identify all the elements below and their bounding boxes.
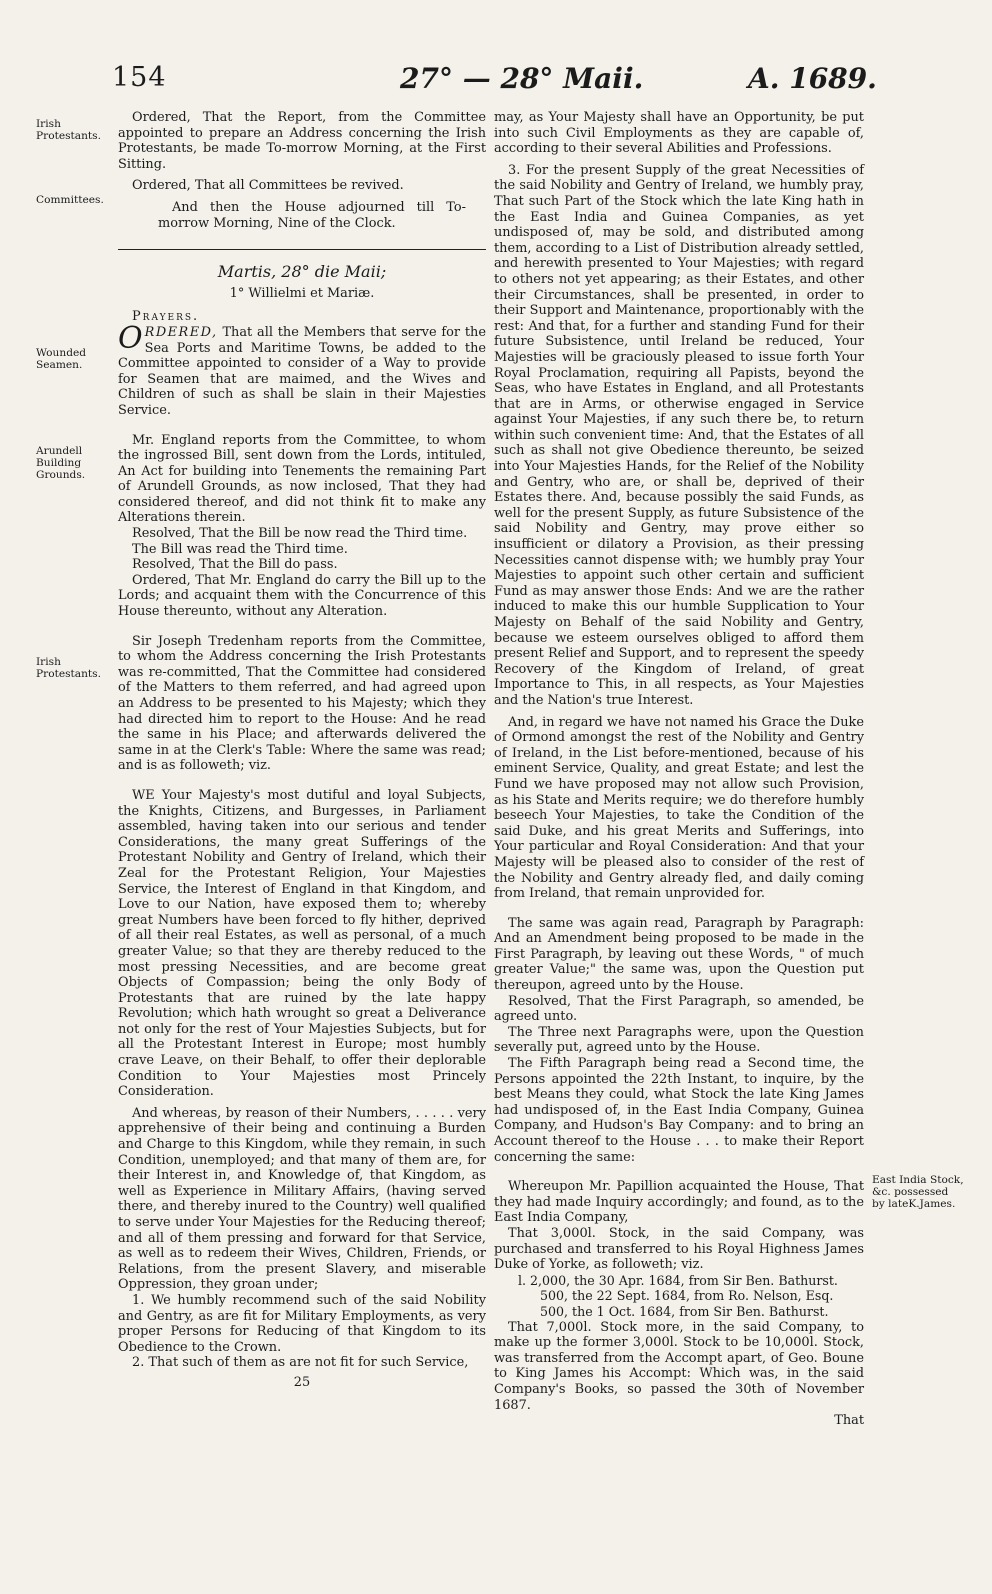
paragraph: That 3,000l. Stock, in the said Company, was purchased and transferred to his Royal Highness James Duke of Yorke, as followeth; viz. xyxy=(494,1225,864,1273)
drop-cap: O xyxy=(118,320,143,356)
margin-note-wounded-seamen: Wounded Seamen. xyxy=(36,347,87,371)
paragraph: Ordered, That Mr. England do carry the Bill up to the Lords; and acquaint them with the Concurrence of this House thereunto, without any Alteration. xyxy=(118,572,486,620)
address-paragraph: 2. That such of them as are not fit for such Service, xyxy=(132,1355,469,1371)
list-item: l. 2,000, the 30 Apr. 1684, from Sir Ben. Bathurst. xyxy=(518,1272,838,1288)
ordered-word: RDERED, xyxy=(144,324,218,340)
paragraph: The Three next Paragraphs were, upon the Question severally put, agreed unto by the House. xyxy=(494,1024,864,1056)
list-item: 500, the 1 Oct. 1684, from Sir Ben. Bathurst. xyxy=(540,1303,829,1319)
paragraph: 3. For the present Supply of the great Necessities of the said Nobility and Gentry of Ireland, we humbly pray, That such Part of the Stock which the late King hath in the East India and Guinea Companies, as yet undisposed of, may be sold, and distributed among them, according to a List of Distribution already settled, and herewith presented to Your Majesties; with regard to others not yet appearing; as their Estates, and other their Circumstances, shall be presented, in order to their Support and Maintenance, proportionably with the rest: And that, for a further and standing Fund for their future Subsistence, until Ireland be reduced, Your Majesties will be graciously pleased to issue forth Your Royal Proclamation, requiring all Papists, beyond the Seas, who have Estates in England, and all Protestants that are in Arms, or otherwise engaged in Service against Your Majesties, if any such there be, to return within such convenient time: And, that the Estates of all such as shall not give Obedience thereunto, be seized into Your Majesties Hands, for the Relief of the Nobility and Gentry, who are, or shall be, deprived of their Estates there. And, because possibly the said Funds, as well for the present Supply, as future Subsistence of the said Nobility and Gentry, may prove either so insufficient or dilatory a Provision, as their pressing Necessities cannot dispense with; we humbly pray Your Majesties to appoint such other certain and sufficient Fund as may answer those Ends: And we are the rather induced to make this our humble Supplication to Your Majesty on Behalf of the said Nobility and Gentry, because we esteem ourselves obliged to afford them present Relief and Support, and to represent the speedy Recovery of the Kingdom of Ireland, of great Importance to This, in all respects, as Your Majesties and the Nation's true Interest. xyxy=(494,162,864,708)
folio-signature: 25 xyxy=(293,1374,311,1390)
paragraph: Ordered, That all Committees be revived. xyxy=(132,178,404,194)
section-divider xyxy=(118,249,486,250)
paragraph: Ordered, That the Report, from the Committee appointed to prepare an Address concerning the Irish Protestants, be made To-morrow Morning, at the First Sitting. xyxy=(118,110,486,172)
paragraph: Whereupon Mr. Papillion acquainted the House, That they had made Inquiry accordingly; and found, as to the East India Company, xyxy=(494,1179,864,1226)
paragraph: Resolved, That the First Paragraph, so amended, be agreed unto. xyxy=(494,993,864,1025)
margin-note-east-india: East India Stock, &c. possessed by lateK.James. xyxy=(872,1174,964,1210)
stock-list xyxy=(494,1273,864,1320)
paragraph: Sir Joseph Tredenham reports from the Committee, to whom the Address concerning the Irish Protestants was re-committed, That the Committee had considered of the Matters to them referred, and had agreed upon an Address to be presented to his Majesty; which they had directed him to report to the House: And he read the same in his Place; and afterwards delivered the same in at the Clerk's Table: Where the same was read; and is as followeth; viz. xyxy=(118,633,486,774)
paragraph: That 7,000l. Stock more, in the said Company, to make up the former 3,000l. Stock to be 10,000l. Stock, was transferred from the Accompt apart, of Geo. Boune to King James his Accompt: Which was, in the said Company's Books, so passed the 30th of November 1687. xyxy=(494,1319,864,1413)
margin-note-irish-protestants-2: Irish Protestants. xyxy=(36,656,101,680)
margin-note-committees: Committees. xyxy=(36,194,104,206)
paragraph-text: That all the Members that serve for the Sea Ports and Maritime Towns, be added to the Committee appointed to consider of a Way to provide for Seamen that are maimed, and the Wives and Children of such as shall be slain in their Majesties Service. xyxy=(118,324,486,418)
address-paragraph: 1. We humbly recommend such of the said Nobility and Gentry, as are fit for Military Employments, as very proper Persons for Reducing of that Kingdom to its Obedience to the Crown. xyxy=(118,1292,486,1355)
paragraph: The same was again read, Paragraph by Paragraph: And an Amendment being proposed to be made in the First Paragraph, by leaving out these Words, " of much greater Value;" the same was, upon the Question put thereupon, agreed unto by the House. xyxy=(494,915,864,994)
paragraph: Mr. England reports from the Committee, to whom the ingrossed Bill, sent down from the Lords, intituled, An Act for building into Tenements the remaining Part of Arundell Grounds, as now inclosed, That they had considered thereof, and did not think fit to make any Alterations therein. xyxy=(118,432,486,526)
adjournment-note: And then the House adjourned till To-morrow Morning, Nine of the Clock. xyxy=(158,199,466,231)
paragraph-wounded-seamen xyxy=(118,320,486,419)
address-paragraph: WE Your Majesty's most dutiful and loyal Subjects, the Knights, Citizens, and Burgesses, in Parliament assembled, having taken into our serious and tender Considerations, the many great Sufferings of the Protestant Nobility and Gentry of Ireland, which their Zeal for the Protestant Religion, Your Majesties Service, the Interest of England in that Kingdom, and Love to our Nation, have exposed them to; whereby great Numbers have been forced to fly hither, deprived of all their real Estates, as well as personal, of a much greater Value; so that they are thereby reduced to the most pressing Necessities, and are become great Objects of Compassion; being the only Body of Protestants that are ruined by the late happy Revolution; which hath wrought so great a Deliverance not only for the rest of Your Majesties Subjects, but for all the Protestant Interest in Europe; most humbly crave Leave, on their Behalf, to offer their deplorable Condition to Your Majesties most Princely Consideration. xyxy=(118,787,486,1100)
address-paragraph: And whereas, by reason of their Numbers, . . . . . very apprehensive of their being and continuing a Burden and Charge to this Kingdom, while they remain, in such Condition, unemployed; and that many of them are, for their Interest in, and Knowledge of, that Kingdom, as well as Experience in Military Affairs, (having served there, and thereby inured to the Country) well qualified to serve under Your Majesties for the Reducing thereof; and all of them pressing and forward for that Service, as well as to redeem their Wives, Children, Friends, or Relations, from the present Slavery, and miserable Oppression, they groan under; xyxy=(118,1105,486,1293)
regnal-year: 1° Willielmi et Mariæ. xyxy=(229,285,375,301)
paragraph: And, in regard we have not named his Grace the Duke of Ormond amongst the rest of the Nobility and Gentry of Ireland, in the List before-mentioned, because of his eminent Service, Quality, and great Estate; and lest the Fund we have proposed may not allow such Provision, as his State and Merits require; we do therefore humbly beseech Your Majesties, to take the Condition of the said Duke, and his great Merits and Sufferings, into Your particular and Royal Consideration: And that your Majesty will be pleased also to consider of the rest of the Nobility and Gentry already fled, and daily coming from Ireland, that remain unprovided for. xyxy=(494,714,864,902)
catchword: That xyxy=(834,1413,864,1429)
list-item: 500, the 22 Sept. 1684, from Ro. Nelson, Esq. xyxy=(540,1288,834,1304)
paragraph: The Fifth Paragraph being read a Second time, the Persons appointed the 22th Instant, to inquire, by the best Means they could, what Stock the late King James had undisposed of, in the East India Company, Guinea Company, and Hudson's Bay Company: and to bring an Account thereof to the House . . . to make their Report concerning the same: xyxy=(494,1056,864,1165)
page-header xyxy=(0,62,992,102)
right-column xyxy=(494,110,864,1429)
day-heading: Martis, 28° die Maii; xyxy=(217,262,387,282)
margin-note-irish-protestants: Irish Protestants. xyxy=(36,118,101,142)
margin-note-arundell: Arundell Building Grounds. xyxy=(36,445,86,481)
paragraph: Resolved, That the Bill be now read the Third time. xyxy=(132,526,468,542)
header-year: A. 1689. xyxy=(748,62,877,95)
page-number: 154 xyxy=(112,62,167,93)
paragraph: may, as Your Majesty shall have an Opportunity, be put into such Civil Employments as they are capable of, according to their several Abilities and Professions. xyxy=(494,110,864,157)
left-column xyxy=(118,110,486,1391)
paragraph: Resolved, That the Bill do pass. xyxy=(132,557,338,573)
header-dates: 27° — 28° Maii. xyxy=(400,62,644,95)
prayers-heading: Prayers. xyxy=(132,309,200,325)
paragraph: The Bill was read the Third time. xyxy=(132,541,348,557)
